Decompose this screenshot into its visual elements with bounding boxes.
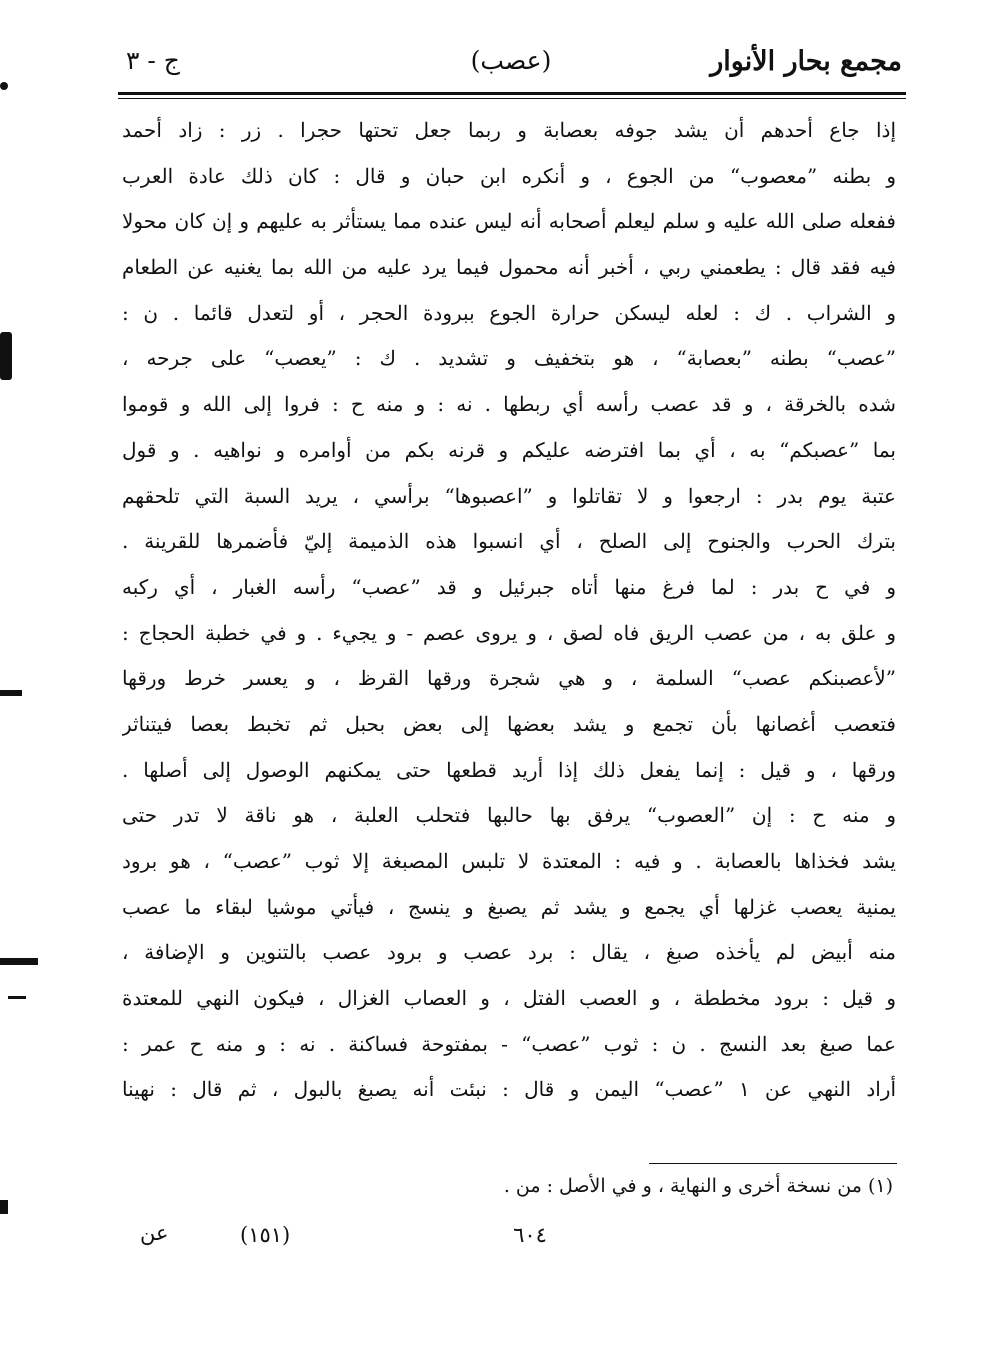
- text-line: فتعصب أغصانها بأن تجمع و يشد بعضها إلى بعض بحبل ثم تخبط بعصا فيتناثر: [122, 711, 896, 736]
- footnote: (١) من نسخة أخرى و النهاية ، و في الأصل : من .: [503, 1175, 893, 1197]
- entry-word: (عصب): [470, 46, 552, 75]
- text-line: و قيل : برود مخططة ، و العصب الفتل ، و العصاب الغزال ، فيكون النهي للمعتدة: [122, 986, 896, 1011]
- text-line: ففعله صلى الله عليه و سلم ليعلم أصحابه أنه ليس عنده مما يستأثر به عليهم و إن كان محولا: [122, 209, 896, 234]
- running-header: [120, 40, 902, 86]
- main-text: [122, 108, 896, 1113]
- text-line: أراد النهي عن ١ ”عصب“ اليمن و قال : نبئت أنه يصبغ بالبول ، ثم قال : نهينا: [122, 1077, 896, 1102]
- header-rule-thin: [118, 98, 906, 99]
- text-line: عتبة يوم بدر : ارجعوا و لا تقاتلوا و ”اعصبوها“ برأسي ، يريد السبة التي تلحقهم: [122, 483, 896, 508]
- scan-margin-mark: [8, 996, 26, 999]
- text-line: إذا جاع أحدهم أن يشد جوفه بعصابة و ربما جعل تحتها حجرا . زر : زاد أحمد: [122, 118, 896, 142]
- text-line: يشد فخذاها بالعصابة . و فيه : المعتدة لا تلبس المصبغة إلا ثوب ”عصب“ ، هو برود: [122, 849, 896, 873]
- text-line: شده بالخرقة ، و قد عصب رأسه أي ربطها . نه : و منه ح : فروا إلى الله و قوموا: [122, 392, 896, 417]
- text-line: ورقها ، و قيل : إنما يفعل ذلك إذا أريد قطعها حتى يمكنهم الوصول إلى أصلها .: [122, 757, 896, 782]
- footnote-rule: [649, 1163, 897, 1164]
- page-number: ٦٠٤: [513, 1223, 547, 1247]
- text-line: منه أبيض لم يأخذه صبغ ، يقال : برد عصب و برود عصب بالتنوين و الإضافة ،: [122, 940, 896, 965]
- scan-margin-mark: [0, 1200, 8, 1214]
- text-line: بما ”عصبكم“ به ، أي بما افترضه عليكم و قرنه بكم من أوامره و نواهيه . و قول: [122, 437, 896, 462]
- signature-mark: (١٥١): [240, 1223, 291, 1247]
- volume-number: ج - ٣: [126, 46, 180, 75]
- text-line: ”لأعصبنكم عصب“ السلمة ، و هي شجرة ورقها القرظ ، و يعسر خرط ورقها: [122, 666, 896, 691]
- book-title: مجمع بحار الأنوار: [710, 46, 902, 77]
- text-line: و بطنه ”معصوب“ من الجوع ، و أنكره ابن حبان و قال : كان ذلك عادة العرب: [122, 163, 896, 188]
- scan-margin-mark: [0, 332, 12, 380]
- text-line: فيه فقد قال : يطعمني ربي ، أخبر أنه محمول فيما يرد عليه من الله بما يغنيه عن الطعام: [122, 255, 896, 280]
- text-line: و الشراب . ك : لعله ليسكن حرارة الجوع ببرودة الحجر ، أو لتعدل قائما . ن :: [122, 300, 896, 325]
- text-line: و منه ح : إن ”العصوب“ يرفق بها حالبها فتحلب العلبة ، هو ناقة لا تدر حتى: [122, 803, 896, 828]
- text-line: يمنية يعصب غزلها أي يجمع و يشد ثم يصبغ و ينسج ، فيأتي موشيا لبقاء ما عصب: [122, 894, 896, 919]
- scan-margin-mark: [0, 958, 38, 965]
- text-line: بترك الحرب والجنوح إلى الصلح ، أي انسبوا هذه الذميمة إليّ فأضمرها للقرينة .: [122, 529, 896, 554]
- text-line: و في ح بدر : لما فرغ منها أتاه جبرئيل و قد ”عصب“ رأسه الغبار ، أي ركبه: [122, 574, 896, 599]
- scan-margin-mark: [0, 82, 8, 90]
- scan-margin-mark: [0, 690, 22, 696]
- text-line: و علق به ، من عصب الريق فاه لصق ، و يروى عصم - و يجيء . و في خطبة الحجاج :: [122, 620, 896, 645]
- text-line: ”عصب“ بطنه ”بعصابة“ ، هو بتخفيف و تشديد . ك : ”يعصب“ على جرحه ،: [122, 346, 896, 371]
- text-line: عما صبغ بعد النسج . ن : ثوب ”عصب“ - بمفتوحة فساكنة . نه : و منه ح عمر :: [122, 1031, 896, 1056]
- header-rule: [118, 92, 906, 95]
- catchword: عن: [140, 1221, 169, 1245]
